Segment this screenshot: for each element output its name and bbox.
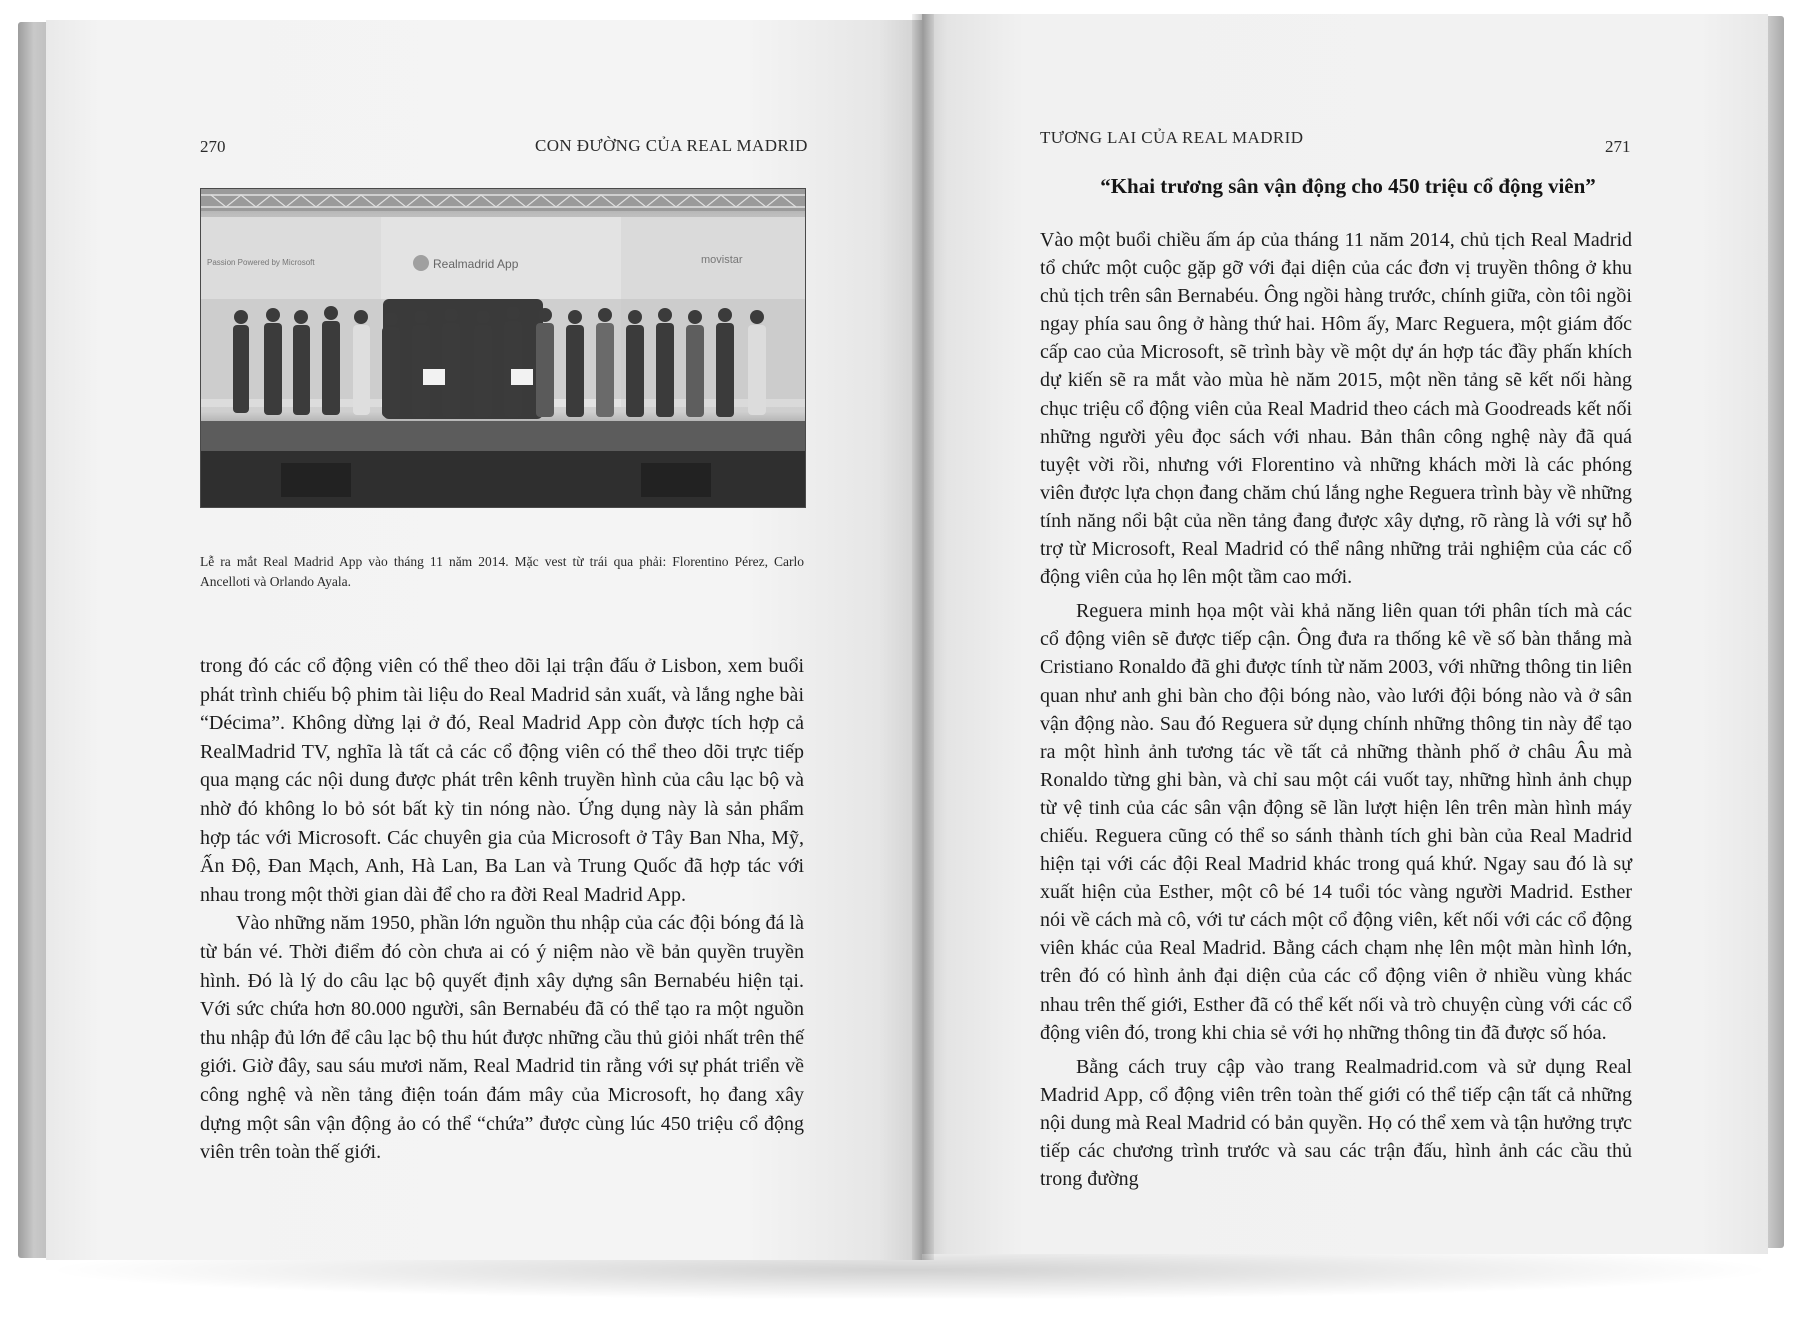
right-running-head: TƯƠNG LAI CỦA REAL MADRID — [1040, 128, 1304, 147]
banner-left-text: Passion Powered by Microsoft — [207, 258, 315, 267]
photo-caption: Lễ ra mắt Real Madrid App vào tháng 11 năm 2014. Mặc vest từ trái qua phải: Florentino Pérez, Carlo Ancelloti và Orlando Ayala. — [200, 554, 804, 589]
photo-scene — [201, 189, 805, 507]
left-running-head: CON ĐƯỜNG CỦA REAL MADRID — [535, 136, 808, 155]
right-page-number: 271 — [1605, 137, 1631, 156]
right-body-text — [1040, 226, 1632, 1193]
left-page-number: 270 — [200, 137, 226, 156]
left-body-text — [200, 652, 804, 1167]
left-paragraph-2: Vào những năm 1950, phần lớn nguồn thu nhập của các đội bóng đá là từ bán vé. Thời điểm đó còn chưa ai có ý niệm nào về bản quyền truyền hình. Đó là lý do câu lạc bộ quyết định xây dựng sân Bernabéu hiện tại. Với sức chứa hơn 80.000 người, sân Bernabéu đã có thể tạo ra một nguồn thu nhập đủ lớn để câu lạc bộ thu hút được những cầu thủ giỏi nhất trên thế giới. Giờ đây, sau sáu mươi năm, Real Madrid tin rằng với sự phát triển về công nghệ và nền tảng điện toán đám mây của Microsoft, họ đang xây dựng một sân vận động ảo có thể “chứa” được cùng lúc 450 triệu cổ động viên trên toàn thế giới. — [200, 912, 804, 1164]
banner-center-text: Realmadrid App — [433, 257, 519, 271]
right-paragraph-2: Reguera minh họa một vài khả năng liên quan tới phân tích mà các cổ động viên sẽ được tiếp cận. Ông đưa ra thống kê về số bàn thắng mà Cristiano Ronaldo đã ghi được tính từ năm 2003, với những thông tin liên quan như anh ghi bàn cho đội bóng nào, vào lưới đội bóng nào và ở sân vận động nào. Sau đó Reguera sử dụng chính những thông tin này để tạo ra một hình ảnh tương tác về tất cả những thành phố ở châu Âu mà Ronaldo từng ghi bàn, và chỉ sau một cái vuốt tay, những hình ảnh chụp từ vệ tinh của các sân vận động sẽ lần lượt hiện lên trên màn hình máy chiếu. Reguera cũng có thể so sánh thành tích ghi bàn của Real Madrid hiện tại với các đội Real Madrid khác trong quá khứ. Ngay sau đó là sự xuất hiện của Esther, một cô bé 14 tuổi tóc vàng người Madrid. Esther nói về cách mà cô, với tư cách một cổ động viên, kết nối với các cổ động viên khác của Real Madrid. Bằng cách chạm nhẹ lên một màn hình lớn, trên đó có hình ảnh đại diện của các cổ động viên ở nhiều vùng khác nhau trên thế giới, Esther đã có thể kết nối và trò chuyện cùng với các cổ động viên đó, trong khi chia sẻ với họ những thông tin đã được số hóa. — [1040, 600, 1632, 1044]
launch-event-photo — [200, 188, 806, 508]
banner-right-text: movistar — [701, 254, 743, 266]
section-title: “Khai trương sân vận động cho 450 triệu cổ động viên” — [1100, 174, 1596, 198]
left-paragraph-1: trong đó các cổ động viên có thể theo dõi lại trận đấu ở Lisbon, xem buổi phát trình chiếu bộ phim tài liệu do Real Madrid sản xuất, và lắng nghe bài “Décima”. Không dừng lại ở đó, Real Madrid App còn được tích hợp cả RealMadrid TV, nghĩa là tất cả các cổ động viên có thể theo dõi trực tiếp qua mạng các nội dung được phát trên kênh truyền hình của câu lạc bộ và nhờ đó không lo bỏ sót bất kỳ tin nóng nào. Ứng dụng này là sản phẩm hợp tác với Microsoft. Các chuyên gia của Microsoft ở Tây Ban Nha, Mỹ, Ấn Độ, Đan Mạch, Anh, Hà Lan, Ba Lan và Trung Quốc đã hợp tác với nhau trong một thời gian dài để cho ra đời Real Madrid App. — [200, 655, 804, 906]
book-gutter — [912, 14, 934, 1260]
right-paragraph-3: Bằng cách truy cập vào trang Realmadrid.com và sử dụng Real Madrid App, cổ động viên trên toàn thế giới có thể tiếp cận tất cả những nội dung mà Real Madrid có bản quyền. Họ có thể xem và tận hưởng trực tiếp các chương trình trước và sau các trận đấu, hình ảnh các cầu thủ trong đường — [1040, 1055, 1632, 1191]
right-paragraph-1: Vào một buổi chiều ấm áp của tháng 11 năm 2014, chủ tịch Real Madrid tổ chức một cuộc gặp gỡ với đại diện của các đơn vị truyền thông ở khu chủ tịch trên sân Bernabéu. Ông ngồi hàng trước, chính giữa, còn tôi ngồi ngay phía sau ông ở hàng thứ hai. Hôm ấy, Marc Reguera, một giám đốc cấp cao của Microsoft, sẽ trình bày về một dự án hợp tác đầy phấn khích dự kiến sẽ ra mắt vào mùa hè năm 2015, một nền tảng sẽ kết nối hàng chục triệu cổ động viên của Real Madrid theo cách mà Goodreads kết nối những người yêu đọc sách với nhau. Bản thân công nghệ này đã quá tuyệt vời rồi, nhưng với Florentino và những khách mời là các phóng viên được lựa chọn đang chăm chú lắng nghe Reguera trình bày về những tính năng nổi bật của nền tảng đang được xây dựng, rõ ràng là với sự hỗ trợ từ Microsoft, Real Madrid có thể nâng những trải nghiệm của các cổ động viên của họ lên một tầm cao mới. — [1040, 229, 1632, 589]
